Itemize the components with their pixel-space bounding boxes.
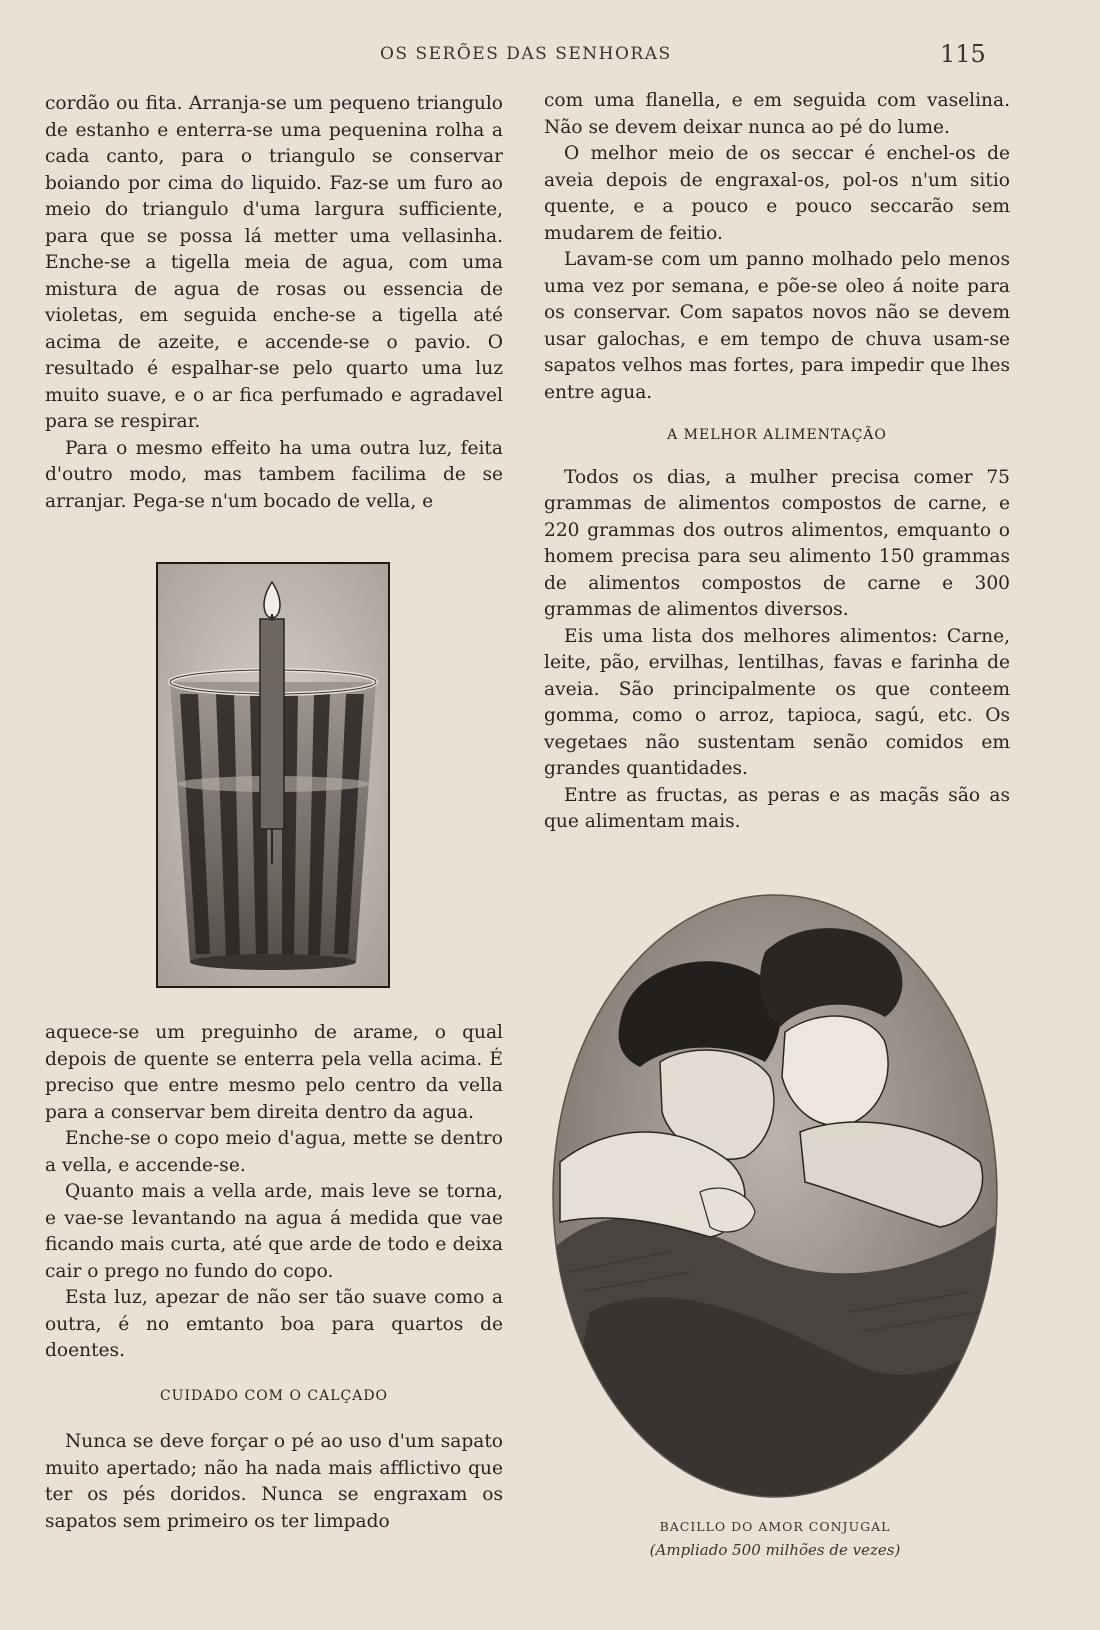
running-title: OS SERÕES DAS SENHORAS — [380, 44, 672, 64]
candle-glass-icon — [158, 564, 388, 986]
paragraph: Lavam-se com um panno molhado pelo menos uma vez por semana, e põe-se oleo á noite para os conservar. Com sapatos novos não se devem usar galochas, e em tempo de chuva usam-se sapatos velhos mas fortes, para impedir que lhes entre agua. — [544, 249, 1010, 403]
paragraph: Entre as fructas, as peras e as maçãs são as que alimentam mais. — [544, 784, 1010, 832]
left-column-top — [45, 91, 503, 515]
paragraph: Nunca se deve forçar o pé ao uso d'um sapato muito apertado; não ha nada mais afflictivo que ter os pés doridos. Nunca se engraxam os sapatos sem primeiro os ter limpado — [45, 1431, 503, 1532]
page-header — [0, 40, 1100, 70]
paragraph: Quanto mais a vella arde, mais leve se torna, e vae-se levantando na agua á medida que vae ficando mais curta, até que arde de todo e deixa cair o prego no fundo do copo. — [45, 1181, 503, 1282]
figure-caption-title: BACILLO DO AMOR CONJUGAL — [659, 1519, 891, 1534]
paragraph: Todos os dias, a mulher precisa comer 75 grammas de alimentos compostos de carne, e 220 grammas dos outros alimentos, emquanto o homem precisa para seu alimento 150 grammas de alimentos compostos de carne e 300 grammas de alimentos diversos. — [544, 466, 1010, 620]
right-column — [544, 88, 1010, 836]
paragraph: cordão ou fita. Arranja-se um pequeno triangulo de estanho e enterra-se uma pequenina rolha a cada canto, para o triangulo se conservar boiando por cima do liquido. Faz-se um furo ao meio do triangulo d'uma largura sufficiente, para que se possa lá metter uma vellasinha. Enche-se a tigella meia de agua, com uma mistura de agua de rosas ou essencia de violetas, em seguida enche-se a tigella até acima de azeite, e accende-se o pavio. O resultado é espalhar-se pelo quarto uma luz muito suave, e o ar fica perfumado e agradavel para se respirar. — [45, 93, 503, 432]
couple-icon — [550, 892, 1000, 1500]
figure-caption-subtitle: (Ampliado 500 milhões de vezes) — [649, 1541, 901, 1559]
paragraph: Para o mesmo effeito ha uma outra luz, feita d'outro modo, mas tambem facilima de se arranjar. Pega-se n'um bocado de vella, e — [45, 437, 503, 512]
embracing-couple-illustration — [550, 892, 1000, 1500]
paragraph: Enche-se o copo meio d'agua, mette se dentro a vella, e accende-se. — [45, 1128, 503, 1176]
section-heading-alimentacao: A MELHOR ALIMENTAÇÃO — [667, 427, 887, 443]
paragraph: aquece-se um preguinho de arame, o qual depois de quente se enterra pela vella acima. É preciso que entre mesmo pelo centro da vella para a conservar bem direita dentro da agua. — [45, 1022, 503, 1123]
paragraph: com uma flanella, e em seguida com vaselina. Não se devem deixar nunca ao pé do lume. — [544, 90, 1010, 138]
paragraph: Eis uma lista dos melhores alimentos: Carne, leite, pão, ervilhas, lentilhas, favas e farinha de aveia. São principalmente os que conteem gomma, como o arroz, tapioca, sagú, etc. Os vegetaes não sustentam senão comidos em grandes quantidades. — [544, 625, 1010, 779]
paragraph: O melhor meio de os seccar é enchel-os de aveia depois de engraxal-os, pol-os n'um sitio quente, e a pouco e pouco seccarão sem mudarem de feitio. — [544, 143, 1010, 244]
paragraph: Esta luz, apezar de não ser tão suave como a outra, é no emtanto boa para quartos de doentes. — [45, 1287, 503, 1361]
section-heading-calcado: CUIDADO COM O CALÇADO — [159, 1387, 389, 1404]
page-number: 115 — [940, 40, 986, 68]
left-column-bottom — [45, 1020, 503, 1535]
candle-in-glass-illustration — [156, 562, 390, 988]
